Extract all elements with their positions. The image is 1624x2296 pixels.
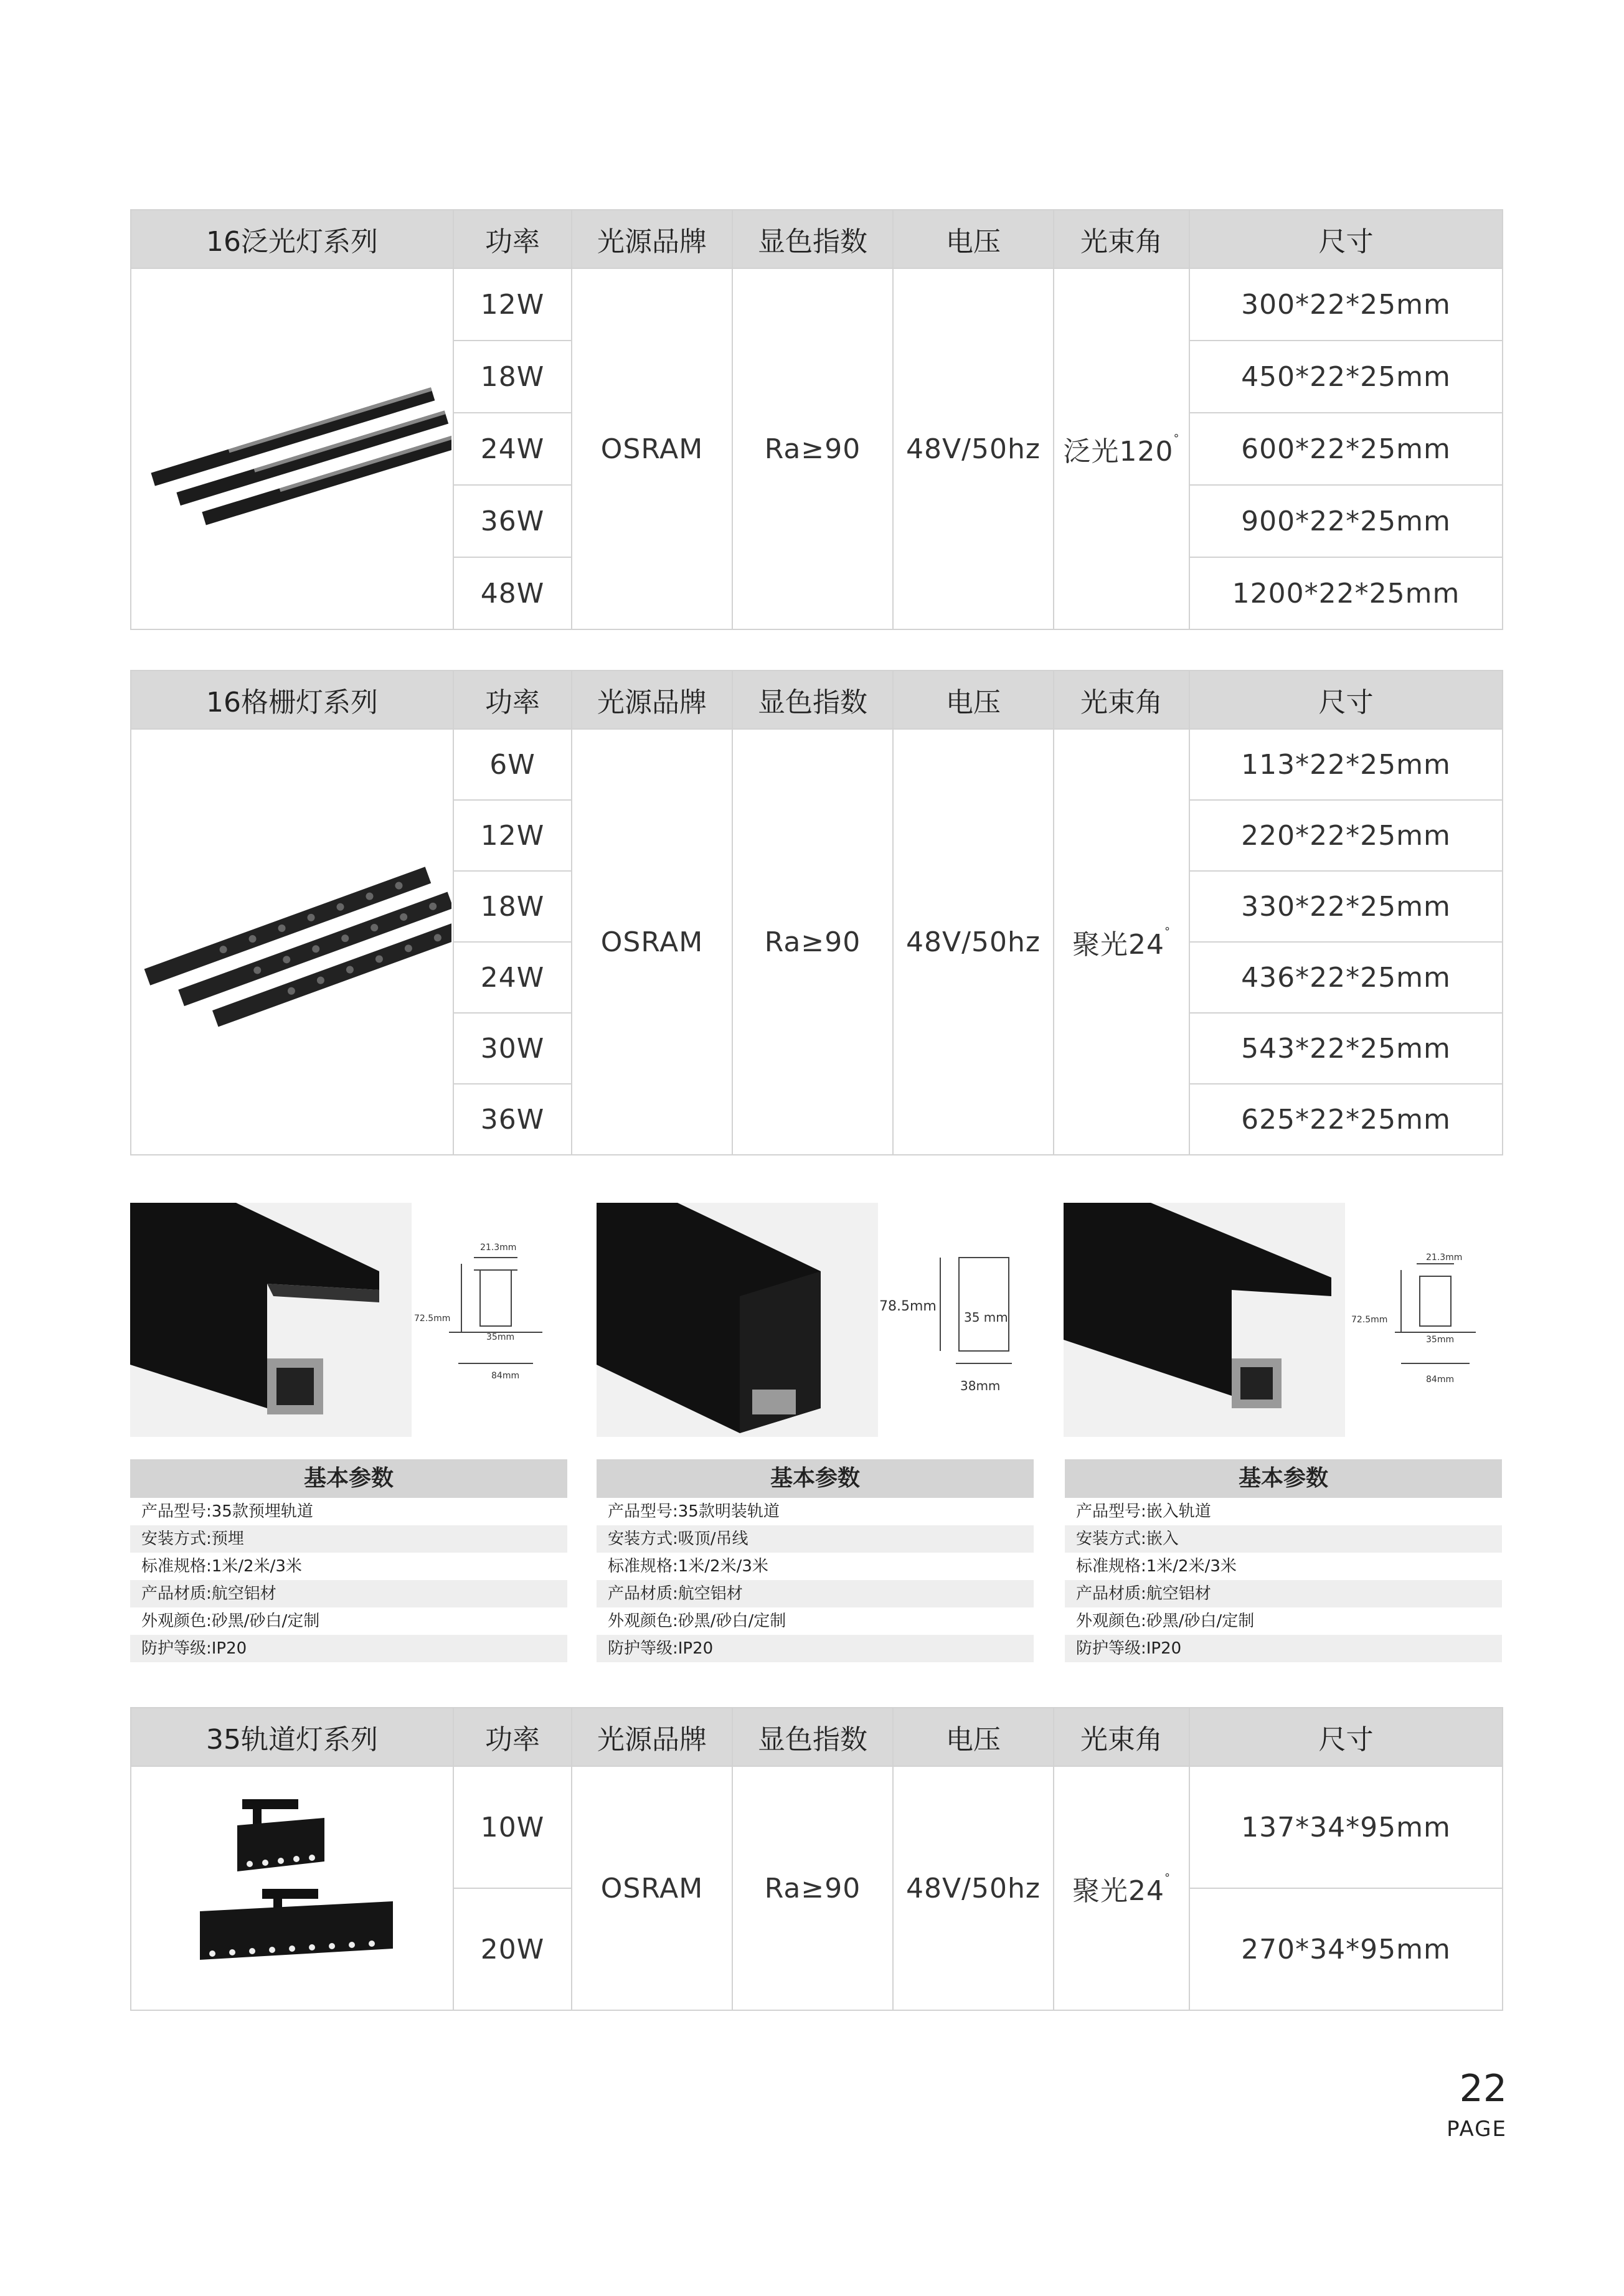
track2-drawing	[878, 1245, 1040, 1407]
header-brand: 光源品牌	[572, 210, 732, 268]
dim-height: 72.5mm	[414, 1314, 451, 1324]
params-title: 基本参数	[130, 1459, 567, 1498]
dim-bottom: 38mm	[960, 1378, 1001, 1393]
tracklight-spec-table	[130, 1707, 1503, 2011]
header-cri: 显色指数	[732, 210, 893, 268]
tracklight-product-image	[131, 1766, 453, 2010]
param-row: 产品型号:35款预埋轨道	[141, 1502, 313, 1521]
track1-drawing	[412, 1239, 574, 1401]
series-title: 16泛光灯系列	[131, 210, 453, 268]
voltage-cell: 48V/50hz	[893, 1766, 1054, 2010]
power-cell: 18W	[453, 341, 572, 413]
size-cell: 1200*22*25mm	[1189, 557, 1503, 629]
param-row: 产品材质:航空铝材	[1065, 1580, 1502, 1607]
power-cell: 12W	[453, 800, 572, 871]
cri-cell: Ra≥90	[732, 1766, 893, 2010]
params-title: 基本参数	[597, 1459, 1034, 1498]
beam-cell: 聚光24°	[1054, 729, 1189, 1155]
voltage-cell: 48V/50hz	[893, 729, 1054, 1155]
dim-height: 72.5mm	[1351, 1315, 1388, 1325]
track2-params	[597, 1459, 1034, 1662]
voltage-cell: 48V/50hz	[893, 268, 1054, 629]
track1-photo	[130, 1203, 412, 1437]
param-row: 外观颜色:砂黑/砂白/定制	[608, 1612, 786, 1630]
floodlight-product-image	[131, 268, 453, 629]
power-cell: 6W	[453, 729, 572, 800]
size-cell: 270*34*95mm	[1189, 1888, 1503, 2010]
brand-cell: OSRAM	[572, 729, 732, 1155]
param-row: 防护等级:IP20	[130, 1635, 567, 1662]
power-cell: 10W	[453, 1766, 572, 1888]
size-cell: 300*22*25mm	[1189, 268, 1503, 341]
page-label: PAGE	[1447, 2117, 1507, 2142]
beam-cell: 泛光120°	[1054, 268, 1189, 629]
size-cell: 625*22*25mm	[1189, 1084, 1503, 1155]
param-row: 标准规格:1米/2米/3米	[141, 1557, 302, 1576]
header-size: 尺寸	[1189, 670, 1503, 729]
param-row: 外观颜色:砂黑/砂白/定制	[1076, 1612, 1255, 1630]
param-row: 产品材质:航空铝材	[597, 1580, 1034, 1607]
header-power: 功率	[453, 670, 572, 729]
size-cell: 450*22*25mm	[1189, 341, 1503, 413]
floodlight-spec-table	[130, 209, 1503, 630]
dim-bottom: 84mm	[1426, 1375, 1455, 1385]
size-cell: 220*22*25mm	[1189, 800, 1503, 871]
track3-params	[1065, 1459, 1502, 1662]
header-cri: 显色指数	[732, 1708, 893, 1766]
header-power: 功率	[453, 210, 572, 268]
param-row: 产品材质:航空铝材	[130, 1580, 567, 1607]
page-number: 22	[1459, 2067, 1507, 2110]
track1-params	[130, 1459, 567, 1662]
header-size: 尺寸	[1189, 1708, 1503, 1766]
header-power: 功率	[453, 1708, 572, 1766]
header-voltage: 电压	[893, 670, 1054, 729]
size-cell: 137*34*95mm	[1189, 1766, 1503, 1888]
track3-photo	[1064, 1203, 1345, 1437]
power-cell: 18W	[453, 871, 572, 942]
power-cell: 24W	[453, 942, 572, 1013]
header-voltage: 电压	[893, 210, 1054, 268]
dim-inner: 35mm	[1426, 1335, 1455, 1345]
param-row: 安装方式:吸顶/吊线	[597, 1525, 1034, 1553]
series-title: 16格栅灯系列	[131, 670, 453, 729]
power-cell: 20W	[453, 1888, 572, 2010]
header-beam: 光束角	[1054, 1708, 1189, 1766]
power-cell: 48W	[453, 557, 572, 629]
header-cri: 显色指数	[732, 670, 893, 729]
dim-inner: 35 mm	[964, 1310, 1008, 1325]
param-row: 外观颜色:砂黑/砂白/定制	[141, 1612, 320, 1630]
param-row: 产品型号:嵌入轨道	[1076, 1502, 1211, 1521]
param-row: 标准规格:1米/2米/3米	[1076, 1557, 1237, 1576]
param-row: 防护等级:IP20	[1065, 1635, 1502, 1662]
track2-photo	[597, 1203, 878, 1437]
dim-inner: 35mm	[486, 1332, 515, 1342]
header-brand: 光源品牌	[572, 670, 732, 729]
power-cell: 30W	[453, 1013, 572, 1084]
track3-drawing	[1345, 1245, 1507, 1407]
dim-top: 21.3mm	[480, 1243, 517, 1253]
beam-cell: 聚光24°	[1054, 1766, 1189, 2010]
power-cell: 12W	[453, 268, 572, 341]
param-row: 标准规格:1米/2米/3米	[608, 1557, 768, 1576]
params-title: 基本参数	[1065, 1459, 1502, 1498]
dim-bottom: 84mm	[491, 1371, 520, 1381]
power-cell: 36W	[453, 1084, 572, 1155]
grille-spec-table	[130, 670, 1503, 1155]
size-cell: 600*22*25mm	[1189, 413, 1503, 485]
param-row: 产品型号:35款明装轨道	[608, 1502, 780, 1521]
power-cell: 24W	[453, 413, 572, 485]
size-cell: 436*22*25mm	[1189, 942, 1503, 1013]
header-brand: 光源品牌	[572, 1708, 732, 1766]
dim-top: 21.3mm	[1426, 1253, 1463, 1263]
param-row: 安装方式:预埋	[130, 1525, 567, 1553]
power-cell: 36W	[453, 485, 572, 557]
cri-cell: Ra≥90	[732, 268, 893, 629]
size-cell: 330*22*25mm	[1189, 871, 1503, 942]
dim-height: 78.5mm	[879, 1299, 937, 1314]
param-row: 安装方式:嵌入	[1065, 1525, 1502, 1553]
brand-cell: OSRAM	[572, 1766, 732, 2010]
size-cell: 113*22*25mm	[1189, 729, 1503, 800]
size-cell: 543*22*25mm	[1189, 1013, 1503, 1084]
header-size: 尺寸	[1189, 210, 1503, 268]
header-beam: 光束角	[1054, 670, 1189, 729]
header-beam: 光束角	[1054, 210, 1189, 268]
size-cell: 900*22*25mm	[1189, 485, 1503, 557]
param-row: 防护等级:IP20	[597, 1635, 1034, 1662]
series-title: 35轨道灯系列	[131, 1708, 453, 1766]
grille-product-image	[131, 729, 453, 1155]
brand-cell: OSRAM	[572, 268, 732, 629]
cri-cell: Ra≥90	[732, 729, 893, 1155]
header-voltage: 电压	[893, 1708, 1054, 1766]
